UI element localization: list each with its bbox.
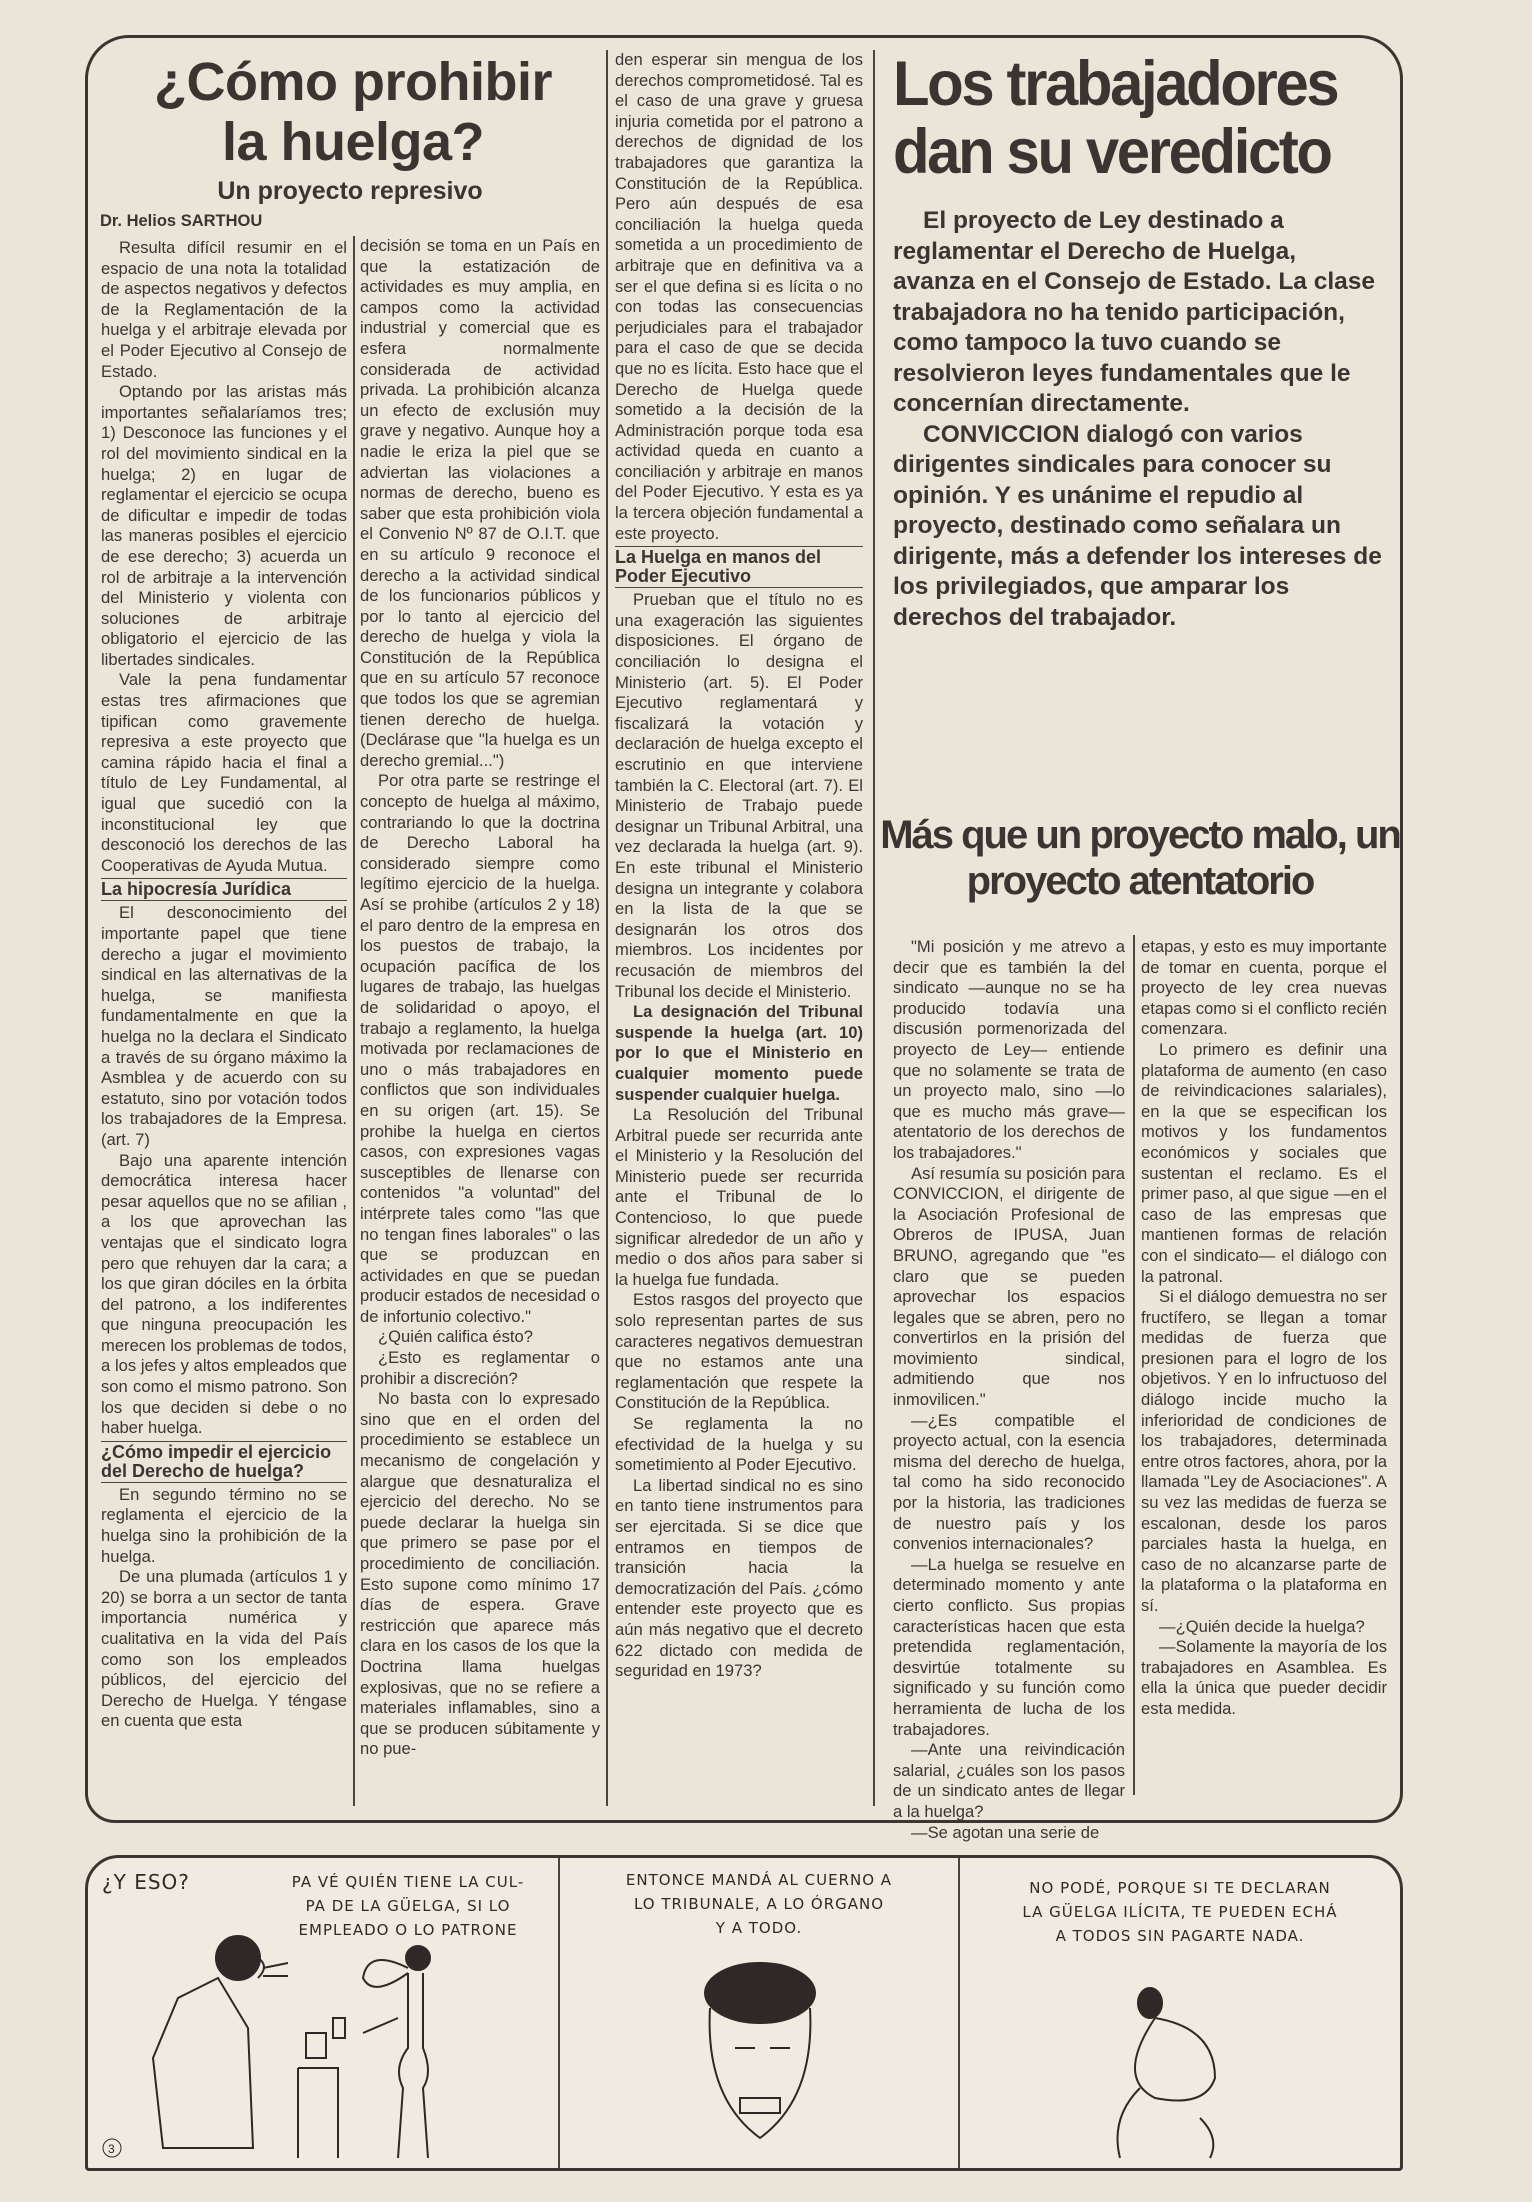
- comic-panel-1: [88, 1858, 558, 2168]
- speech-line: LA GÜELGA ILÍCITA, TE PUEDEN ECHÁ: [1022, 1903, 1338, 1921]
- article-paragraph: Si el diálogo demuestra no ser fructífero, se llegan a tomar medidas de fuerza que presionen para el logro de los objetivos. Y en lo infructuoso del diálogo incide mucho la inferioridad de condiciones de los trabajadores, determinada entre otros factores, ahora, por la llamada "Ley de Asociaciones". A su vez las medidas de fuerza se escalonan, desde los paros parciales hasta la huelga, en caso de no alcanzarse parte de la plataforma o la plataforma en sí.: [1141, 1287, 1387, 1615]
- comic-panel-2: [560, 1858, 958, 2168]
- article-paragraph: decisión se toma en un País en que la estatización de actividades es muy amplia, en campos como la actividad industrial y comercial que es esfera normalmente considerada de actividad privada. La prohibición alcanza un efecto de exclusión muy grave y negativo. Aunque hoy a nadie le eriza la piel que se adviertan las violaciones a normas de derecho, bueno es saber que esta prohibición viola el Convenio Nº 87 de O.I.T. que en su artículo 9 reconoce el derecho a la actividad sindical de los funcionarios públicos y por lo tanto al ejercicio del derecho de huelga y viola la Constitución de la República que en su artículo 57 reconoce que todos los que se agremian tienen derecho de huelga. (Declárase que "la huelga es un derecho gremial..."): [360, 236, 600, 770]
- speech-text: ¿Y ESO?: [102, 1870, 190, 1894]
- headline-line-2: la huelga?: [221, 112, 485, 172]
- right-article-headline: Los trabajadores dan su veredicto: [893, 49, 1338, 187]
- page-number: 3: [108, 2142, 115, 2156]
- article-paragraph: Prueban que el título no es una exageración las siguientes disposiciones. El órgano de conciliación lo designa el Ministerio (art. 5). El Poder Ejecutivo reglamentará y fiscalizará la votación y declaración de huelga excepto el escrutinio en que interviene también la C. Electoral (art. 7). El Ministerio de Trabajo puede designar un Tribunal Arbitral, una vez declarada la huelga (art. 9). En este tribunal el Ministerio designa un integrante y colabora en la lista de la que se designarán los otros dos miembros. Los incidentes por recusación de miembros del Tribunal los decide el Ministerio.: [615, 590, 863, 1001]
- article-paragraph: Se reglamenta la no efectividad de la huelga y su sometimiento al Poder Ejecutivo.: [615, 1414, 863, 1475]
- article-paragraph: En segundo término no se reglamenta el ejercicio de la huelga sino la prohibición de la huelga.: [101, 1484, 347, 1566]
- comic-drawing-two-men: [88, 1858, 558, 2168]
- article-paragraph: Estos rasgos del proyecto que solo representan partes de sus caracteres negativos demuestran que no estamos ante una reglamentación que respete la Constitución de la República.: [615, 1290, 863, 1413]
- article-paragraph: ¿Quién califica ésto?: [378, 1327, 533, 1347]
- intro-paragraph: El proyecto de Ley destinado a reglamentar el Derecho de Huelga, avanza en el Consejo de Estado. La clase trabajadora no ha tenido participación, como tampoco la tuvo cuando se resolvieron leyes fundamentales que le concernían directamente.: [893, 207, 1376, 417]
- article-paragraph: Por otra parte se restringe el concepto de huelga al máximo, contrariando lo que la doctrina de Derecho Laboral ha considerado siempre como legítimo ejercicio de la huelga. Así se prohibe (artículos 2 y 18) el paro dentro de la empresa en los puestos de trabajo, la ocupación pacífica de los lugares de trabajo, las huelgas de solidaridad o apoyo, el trabajo a reglamento, la huelga motivada por reclamaciones de uno o más trabajadores en conflictos que son individuales en su origen (art. 15). Se prohibe la huelga en ciertos casos, con expresiones vagas susceptibles de llenarse con contenidos "a voluntad" del intérprete tales como "las que no tengan fines laborales" o las que se produzcan en actividades en que se puedan producir estados de necesidad o de infortunio colectivo.": [360, 771, 600, 1326]
- left-article-headline: [118, 52, 588, 172]
- speech-line: PA DE LA GÜELGA, SI LO: [305, 1897, 511, 1915]
- column-divider: [1133, 935, 1135, 1795]
- right-article-intro: [893, 206, 1383, 633]
- speech-line: ENTONCE MANDÁ AL CUERNO A: [625, 1871, 893, 1889]
- left-article-column-3: [615, 50, 863, 1806]
- article-paragraph: den esperar sin mengua de los derechos comprometidosé. Tal es el caso de una grave y gruesa injuria cometida por el patrono a derechos de dignidad de los trabajadores que garantiza la Constitución de la República. Pero aún después de esa conciliación la huelga queda sometida a un procedimiento de arbitraje que en definitiva va a ser el que defina si es lícita o no con todas las consecuencias perjudiciales para el trabajador para el caso de que se decida que no es lícita. Esto hace que el Derecho de Huelga quede sometido a la decisión de la Administración porque toda esa actividad queda en cuanto a conciliación y arbitraje en manos del Poder Ejecutivo. Y esta es ya la tercera objeción fundamental a este proyecto.: [615, 50, 863, 543]
- speech-line: NO PODÉ, PORQUE SI TE DECLARAN: [1029, 1879, 1331, 1897]
- article-paragraph: —Se agotan una serie de: [911, 1822, 1100, 1842]
- headline-line-1: ¿Cómo prohibir: [154, 52, 552, 112]
- article-paragraph: —¿Es compatible el proyecto actual, con la esencia misma del derecho de huelga, tal como ha sido reconocido por la historia, las tradiciones de nuestro país y los convenios internacionales?: [893, 1410, 1125, 1554]
- speech-line: Y A TODO.: [715, 1919, 803, 1937]
- article-paragraph: No basta con lo expresado sino que en el orden del procedimiento se establece un mecanismo de congelación y alargue que desnaturaliza el ejercicio del derecho. No se puede declarar la huelga sin que primero se pase por el procedimiento de conciliación. Esto supone como mínimo 17 días de espera. Grave restricción que aparece más clara en los casos de los que la Doctrina llama huelgas explosivas, que no se refiere a materiales inflamables, sino a que se producen súbitamente y no pue-: [360, 1389, 600, 1759]
- article-paragraph: Así resumía su posición para CONVICCION, el dirigente de la Asociación Profesional de Obreros de IPUSA, Juan BRUNO, agregando que "es claro que se pueden aprovechar los espacios legales que se abren, pero no convertirlos en la prisión del movimiento sindical, admitiendo que nos inmovilicen.": [893, 1163, 1125, 1410]
- section-subheading: ¿Cómo impedir el ejercicio del Derecho de huelga?: [101, 1441, 347, 1483]
- comic-drawing-figure: [960, 1858, 1400, 2168]
- article-paragraph: De una plumada (artículos 1 y 20) se borra a un sector de tanta importancia numérica y cualitativa en la vida del País como son los empleados públicos, del ejercicio del Derecho de Huelga. Y téngase en cuenta que esta: [101, 1567, 347, 1731]
- author-byline: Dr. Helios SARTHOU: [100, 212, 263, 230]
- column-divider: [873, 50, 875, 1806]
- section-subheading: La Huelga en manos del Poder Ejecutivo: [615, 546, 863, 588]
- article-paragraph: etapas, y esto es muy importante de tomar en cuenta, porque el proyecto de ley crea nuevas etapas como si el conflicto recién comenzara.: [1141, 937, 1387, 1039]
- left-article-column-1: [101, 238, 347, 1806]
- intro-paragraph: CONVICCION dialogó con varios dirigentes sindicales para conocer su opinión. Y es unánime el repudio al proyecto, destinado como señalara un dirigente, más a defender los intereses de los privilegiados, que amparar los derechos del trabajador.: [893, 420, 1382, 631]
- comic-strip: [85, 1855, 1403, 2171]
- article-paragraph: El desconocimiento del importante papel que tiene derecho a jugar el movimiento sindical en las alternativas de la huelga, se manifiesta fundamentalmente en que la huelga no la declara el Sindicato a través de su órgano máximo la Asmblea y de acuerdo con su estatuto, sino por votación todos los trabajadores de la Empresa. (art. 7): [101, 903, 347, 1149]
- speech-line: EMPLEADO O LO PATRONE: [298, 1921, 518, 1939]
- comic-panel-3: [960, 1858, 1400, 2168]
- article-paragraph: La libertad sindical no es sino en tanto tiene instrumentos para ser ejercitada. Si se dice que entramos en tiempos de transición hacia la democratización del País. ¿cómo entender este proyecto que es aún más negativo que el decreto 622 dictado con medida de seguridad en 1973?: [615, 1475, 863, 1681]
- article-paragraph: Bajo una aparente intención democrática interesa hacer pesar aquellos que no se afilian , a los que aprovechan las ventajas que el sindicato logra pero que rehuyen dar la cara; a los que giran dóciles en la órbita del patrono, a los indiferentes que ninguna preocupación les merecen los problemas de todos, a los jefes y altos empleados que son como el mismo patrono. Son los que deciden si debe o no haber huelga.: [101, 1150, 347, 1438]
- article-paragraph: Vale la pena fundamentar estas tres afirmaciones que tipifican como gravemente represiva a este proyecto que camina rápido hacia el final a título de Ley Fundamental, al igual que sucedió con la inconstitucional ley que desconoció los derechos de las Cooperativas de Ayuda Mutua.: [101, 670, 347, 875]
- section-subheading: La hipocresía Jurídica: [101, 878, 347, 901]
- column-divider: [606, 50, 608, 1806]
- article-paragraph: —¿Quién decide la huelga?: [1159, 1616, 1365, 1636]
- article-paragraph: La designación del Tribunal suspende la huelga (art. 10) por lo que el Ministerio en cualquier momento puede suspender cualquier huelga.: [615, 1002, 863, 1104]
- column-divider: [353, 236, 355, 1806]
- article-paragraph: Lo primero es definir una plataforma de aumento (en caso de reivindicaciones salariales), en la que se especifican los motivos y los fundamentos económicos y sociales que sustentan el reclamo. Es el primer paso, al que sigue —en el caso de las empresas que mantienen formas de relación con el sindicato— el diálogo con la patronal.: [1141, 1039, 1387, 1286]
- article-paragraph: —Solamente la mayoría de los trabajadores en Asamblea. Es ella la única que pueder decidir esta medida.: [1141, 1637, 1387, 1718]
- right-article-subtitle: Más que un proyecto malo, un proyecto atentatorio: [880, 813, 1400, 903]
- article-paragraph: ¿Esto es reglamentar o prohibir a discreción?: [360, 1348, 600, 1388]
- article-paragraph: Optando por las aristas más importantes señalaríamos tres; 1) Desconoce las funciones y el rol del movimiento sindical en la huelga; 2) en lugar de reglamentar el ejercicio se ocupa de dificultar e impedir de todas las maneras posibles el ejercicio de ese derecho; 3) acuerda un rol de arbitraje a la intervención del Ministerio y violenta con soluciones de arbitraje obligatorio el ejercicio de las libertades sindicales.: [101, 382, 347, 669]
- article-paragraph: "Mi posición y me atrevo a decir que es también la del sindicato —aunque no se ha producido todavía una discusión pormenorizada del proyecto de Ley— entiende que no solamente se trata de un proyecto malo, sino —lo que es mucho más grave— atentatorio de los derechos de los trabajadores.": [893, 937, 1125, 1162]
- article-paragraph: —Ante una reivindicación salarial, ¿cuáles son los pasos de un sindicato antes de llegar a la huelga?: [893, 1740, 1125, 1821]
- article-paragraph: La Resolución del Tribunal Arbitral puede ser recurrida ante el Ministerio y la Resolución del Ministerio puede ser recurrida ante el Tribunal de lo Contencioso, lo que puede significar alrededor de un año y medio o dos años para saber si la huelga fue fundada.: [615, 1105, 863, 1289]
- article-paragraph: Resulta difícil resumir en el espacio de una nota la totalidad de aspectos negativos y defectos de la Reglamentación de la huelga y el arbitraje elevada por el Poder Ejecutivo al Consejo de Estado.: [101, 238, 347, 381]
- speech-line: PA VÉ QUIÉN TIENE LA CUL-: [291, 1873, 525, 1891]
- left-article-kicker: Un proyecto represivo: [217, 177, 483, 205]
- left-article-column-2: [360, 236, 600, 1806]
- comic-drawing-man-face: [560, 1858, 958, 2168]
- speech-line: LO TRIBUNALE, A LO ÓRGANO: [633, 1895, 885, 1913]
- speech-line: A TODOS SIN PAGARTE NADA.: [1055, 1927, 1305, 1945]
- article-paragraph: —La huelga se resuelve en determinado momento y ante cierto conflicto. Sus propias características hacen que esta pretendida reglamentación, desvirtúe totalmente su significado y su función como herramienta de lucha de los trabajadores.: [893, 1554, 1125, 1739]
- right-article-column-2: [1141, 937, 1387, 1797]
- right-article-column-1: [893, 937, 1125, 1842]
